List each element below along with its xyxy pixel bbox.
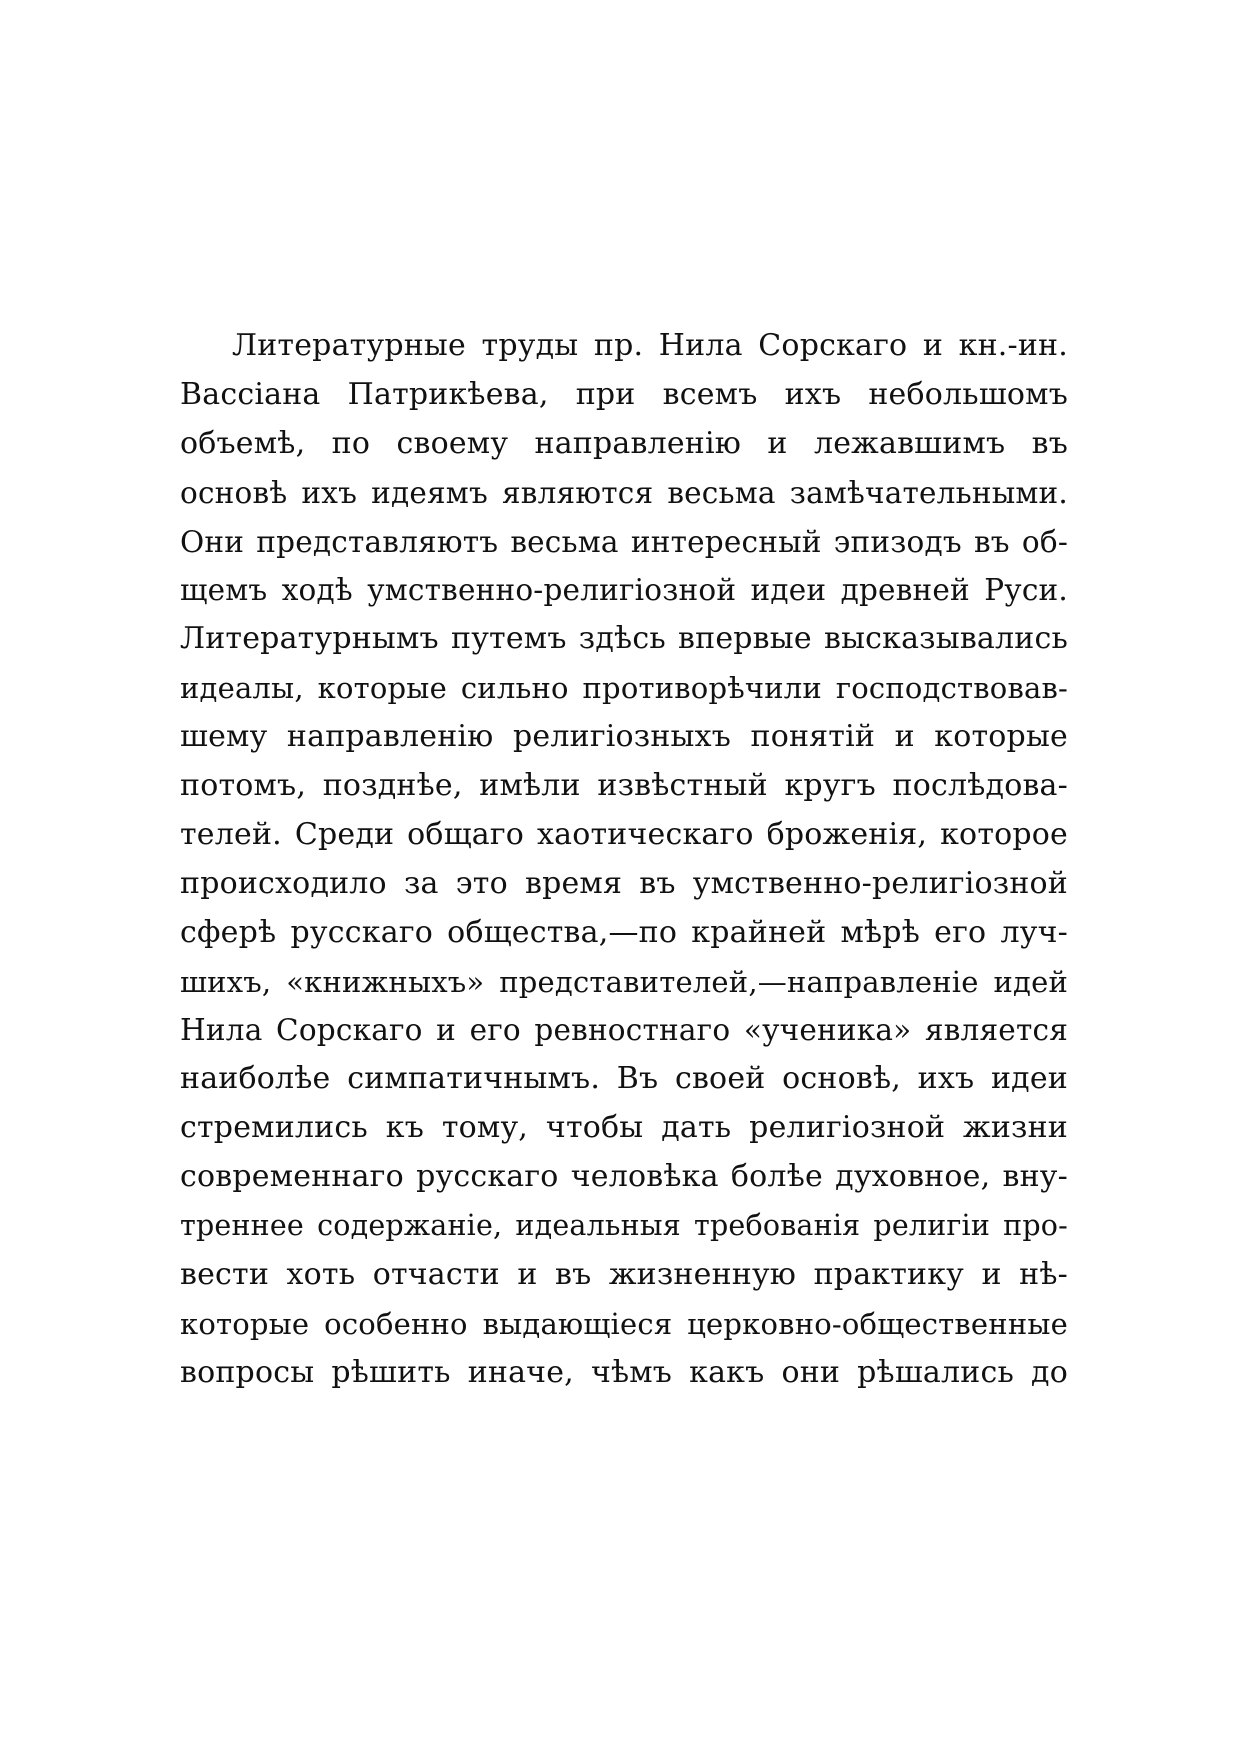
text-line: Литературные труды пр. Нила Сорскаго и кн.-ин.: [232, 328, 1068, 363]
text-line: идеалы, которые сильно противорѣчили господствовав-: [180, 671, 1068, 706]
text-line: Вассіана Патрикѣева, при всемъ ихъ небольшомъ: [180, 376, 1068, 412]
text-line: современнаго русскаго человѣка болѣе духовное, вну-: [180, 1159, 1068, 1195]
text-line: Они представляютъ весьма интересный эпизодъ въ об-: [180, 524, 1068, 559]
text-line: стремились къ тому, чтобы дать религіозной жизни: [180, 1110, 1068, 1146]
text-line: основѣ ихъ идеямъ являются весьма замѣчательными.: [180, 475, 1068, 510]
text-line: шему направленію религіозныхъ понятій и которые: [180, 719, 1068, 755]
text-line: треннее содержаніе, идеальныя требованія религіи про-: [180, 1209, 1068, 1243]
text-line: объемѣ, по своему направленію и лежавшимъ въ: [180, 425, 1068, 461]
text-line: которые особенно выдающіеся церковно-общественные: [180, 1306, 1068, 1341]
text-line: потомъ, позднѣе, имѣли извѣстный кругъ послѣдова-: [180, 768, 1068, 804]
text-line: наиболѣе симпатичнымъ. Въ своей основѣ, ихъ идеи: [180, 1061, 1068, 1097]
text-line: Нила Сорскаго и его ревностнаго «ученика» является: [180, 1013, 1068, 1048]
text-line: шихъ, «книжныхъ» представителей,—направленіе идей: [180, 964, 1068, 999]
text-line: Литературнымъ путемъ здѣсь впервые высказывались: [180, 621, 1068, 657]
text-line: происходило за это время въ умственно-религіозной: [180, 865, 1068, 901]
text-line: вопросы рѣшить иначе, чѣмъ какъ они рѣшались до: [180, 1354, 1068, 1390]
text-line: телей. Среди общаго хаотическаго броженія, которое: [180, 816, 1068, 852]
text-line: щемъ ходѣ умственно-религіозной идеи древней Руси.: [180, 573, 1068, 608]
body-paragraph: [180, 322, 1068, 1398]
text-line: вести хоть отчасти и въ жизненную практику и нѣ-: [180, 1256, 1068, 1292]
text-line: сферѣ русскаго общества,—по крайней мѣрѣ его луч-: [180, 914, 1068, 950]
